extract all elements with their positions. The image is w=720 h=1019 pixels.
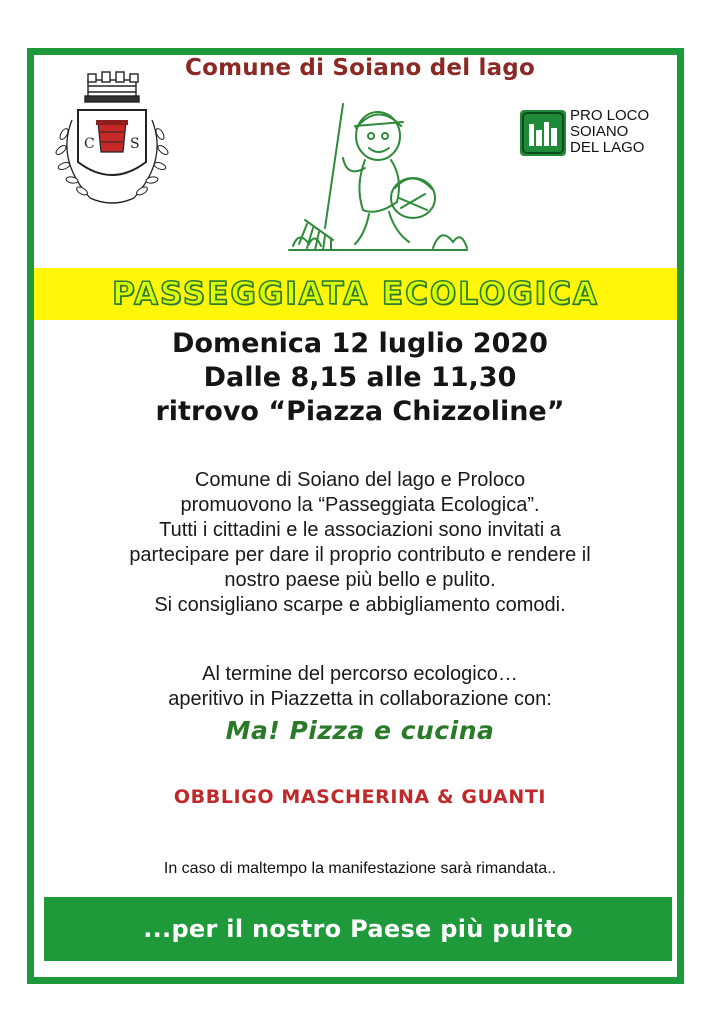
event-date: Domenica 12 luglio 2020 (172, 328, 548, 359)
footer-slogan: ...per il nostro Paese più pulito (143, 915, 573, 943)
closing-text (60, 662, 660, 712)
coat-letter-c: C (84, 136, 95, 152)
weather-note: In caso di maltempo la manifestazione sarà rimandata.. (163, 860, 557, 877)
proloco-line-1: PRO LOCO (570, 107, 650, 124)
description-line: promuovono la “Passeggiata Ecologica”. (180, 494, 540, 516)
description-line: Comune di Soiano del lago e Proloco (194, 469, 526, 491)
event-time: Dalle 8,15 alle 11,30 (203, 362, 517, 393)
description-line: Si consigliano scarpe e abbigliamento comodi. (154, 594, 566, 616)
footer-banner (44, 897, 672, 961)
closing-line: Al termine del percorso ecologico… (202, 663, 518, 685)
event-description (60, 468, 660, 618)
municipality-title: Comune di Soiano del lago (185, 55, 535, 81)
coat-letter-s: S (130, 136, 140, 152)
description-line: nostro paese più bello e pulito. (224, 569, 496, 591)
event-details (0, 327, 720, 429)
proloco-text (570, 108, 649, 156)
event-title: PASSEGGIATA ECOLOGICA (112, 276, 599, 312)
coat-of-arms-icon (50, 70, 175, 215)
mask-gloves-warning: OBBLIGO MASCHERINA & GUANTI (173, 786, 547, 808)
proloco-logo-icon (520, 110, 566, 156)
description-line: partecipare per dare il proprio contributo e rendere il (129, 544, 591, 566)
description-line: Tutti i cittadini e le associazioni sono invitati a (159, 519, 561, 541)
cleaner-mascot-icon (285, 98, 470, 253)
event-meeting-point: ritrovo “Piazza Chizzoline” (155, 396, 565, 427)
partner-name: Ma! Pizza e cucina (225, 716, 495, 745)
proloco-line-3: DEL LAGO (570, 139, 645, 156)
proloco-badge (520, 108, 680, 160)
proloco-line-2: SOIANO (570, 123, 629, 140)
closing-line: aperitivo in Piazzetta in collaborazione con: (168, 688, 552, 710)
event-title-banner (34, 268, 677, 320)
